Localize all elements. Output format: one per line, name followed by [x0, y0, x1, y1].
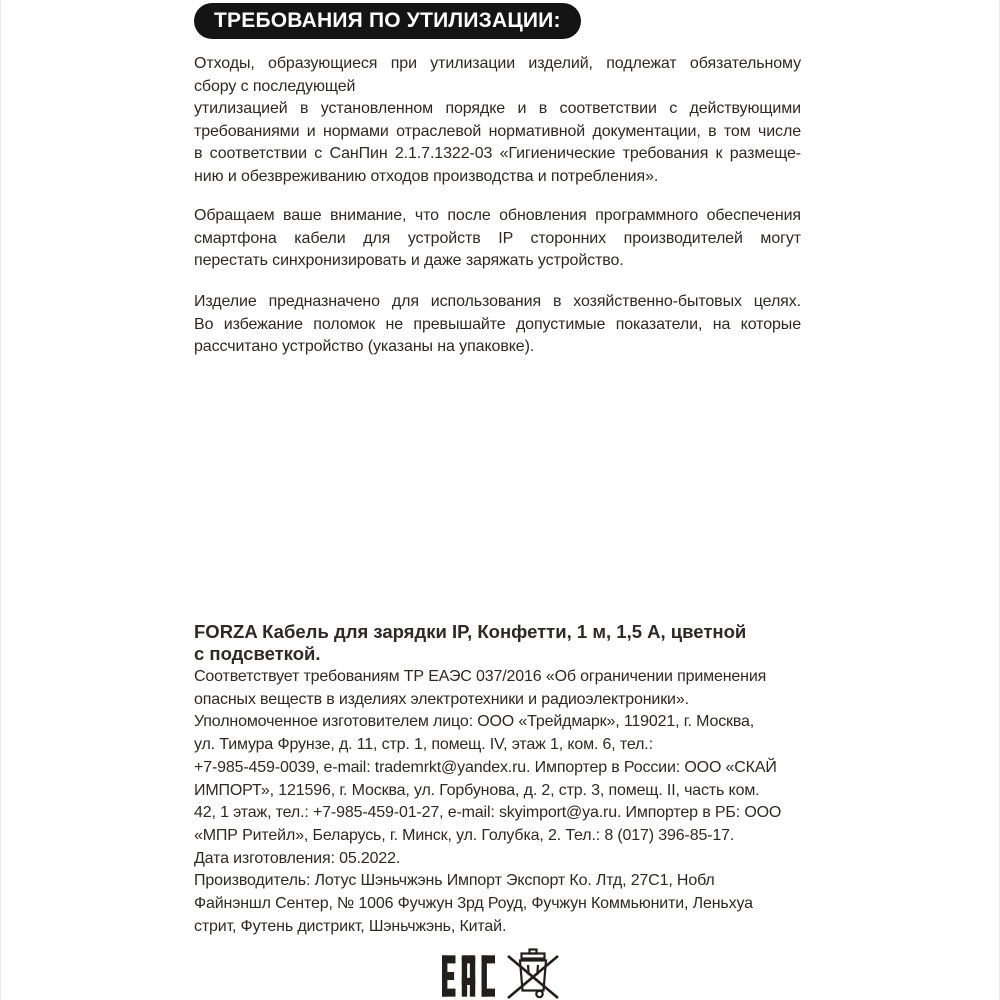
paragraph-line: перестать синхронизировать и даже заряжать устройство.	[194, 252, 624, 269]
paragraph-line: Изделие предназначено для использования в хозяйственно-бытовых целях.	[194, 293, 801, 310]
paragraph-line: нию и обезвреживанию отходов производства и потребления».	[194, 167, 659, 185]
legal-line: Файнэншл Сентер, № 1006 Фучжун 3рд Роуд, Фучжун Коммьюнити, Леньхуа	[194, 895, 753, 913]
paragraph-line: сбору с последующей	[194, 77, 356, 95]
legal-line: опасных веществ в изделиях электротехники и радиоэлектроники».	[194, 690, 689, 708]
legal-line: «МПР Ритейл», Беларусь, г. Минск, ул. Голубка, 2. Тел.: 8 (017) 396-85-17.	[194, 826, 735, 844]
paragraph-line: Отходы, образующиеся при утилизации изделий, подлежат обязательному	[194, 55, 801, 72]
legal-line: ул. Тимура Фрунзе, д. 11, стр. 1, помещ. IV, этаж 1, ком. 6, тел.:	[194, 736, 653, 754]
legal-info-block	[194, 666, 801, 938]
paragraph-line: Обращаем ваше внимание, что после обновления программного обеспечения	[194, 207, 801, 224]
legal-line: Соответствует требованиям ТР ЕАЭС 037/2016 «Об ограничении применения	[194, 668, 767, 685]
eac-mark-icon	[442, 953, 495, 999]
paragraph-line: рассчитано устройство (указаны на упаковке).	[194, 338, 535, 355]
paragraph-software-notice	[194, 205, 801, 273]
legal-line: 42, 1 этаж, тел.: +7-985-459-01-27, e-mail: skyimport@ya.ru. Импортер в РБ: ООО	[194, 804, 782, 822]
paragraph-disposal	[194, 53, 801, 188]
certification-marks	[1, 948, 1000, 1000]
legal-line: ИМПОРТ», 121596, г. Москва, ул. Горбунова, д. 2, стр. 3, помещ. II, часть ком.	[194, 781, 760, 799]
paragraph-line: смартфона кабели для устройств IP сторонних производителей могут	[194, 229, 801, 247]
legal-line: Производитель: Лотус Шэньчжэнь Импорт Экспорт Ко. Лтд, 27С1, Нобл	[194, 872, 715, 890]
product-title-line: FORZA Кабель для зарядки IP, Конфетти, 1 м, 1,5 А, цветной	[194, 621, 747, 642]
legal-line: стрит, Футень дистрикт, Шэньчжэнь, Китай.	[194, 917, 507, 935]
product-title	[194, 621, 801, 665]
paragraph-usage	[194, 291, 801, 359]
paragraph-line: утилизацией в установленном порядке и в соответствии с действующими	[194, 100, 801, 117]
legal-line: Уполномоченное изготовителем лицо: ООО «Трейдмарк», 119021, г. Москва,	[194, 713, 755, 731]
paragraph-line: требованиями и нормами отраслевой нормативной документации, в том числе	[194, 122, 801, 140]
weee-bin-icon	[505, 948, 561, 1000]
paragraph-line: в соответствии с СанПин 2.1.7.1322-03 «Гигиенические требования к размеще-	[194, 145, 801, 162]
legal-line: Дата изготовления: 05.2022.	[194, 849, 401, 867]
product-title-line: с подсветкой.	[194, 643, 321, 664]
paragraph-line: Во избежание поломок не превышайте допустимые показатели, на которые	[194, 315, 801, 333]
section-title-badge: ТРЕБОВАНИЯ ПО УТИЛИЗАЦИИ:	[194, 3, 581, 39]
legal-line: +7-985-459-0039, e-mail: trademrkt@yandex.ru. Импортер в России: ООО «СКАЙ	[194, 758, 777, 776]
